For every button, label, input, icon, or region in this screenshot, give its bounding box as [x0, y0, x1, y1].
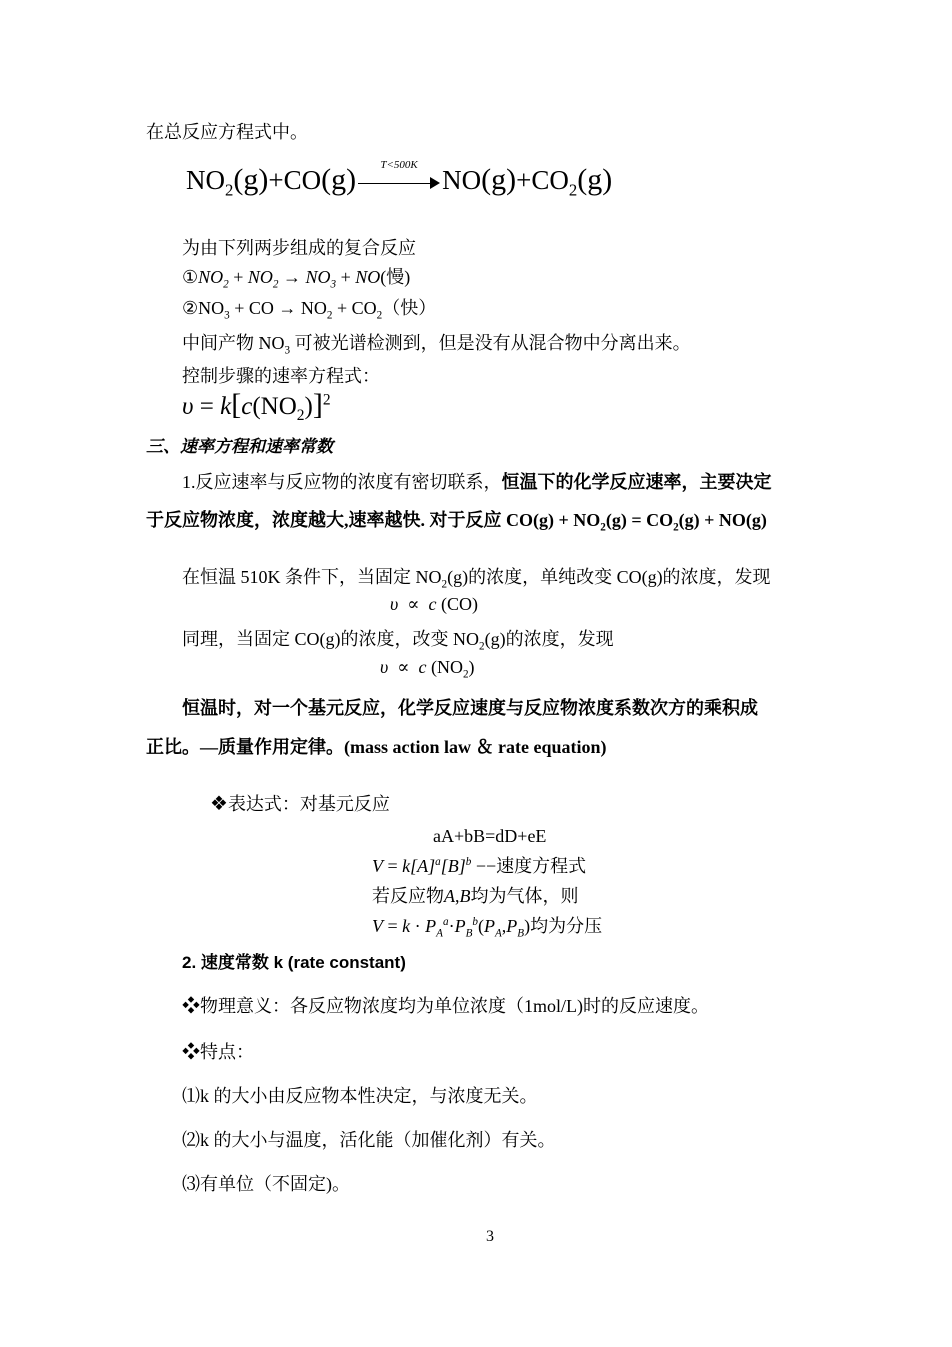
paragraph-1-line-2: 于反应物浓度，浓度越大,速率越快. 对于反应 $CO(g) + NO_2(g) = CO_2(g) + NO(g)$ [146, 510, 767, 534]
feature-2: ⑵k 的大小与温度，活化能（加催化剂）有关。 [182, 1130, 556, 1150]
gas-condition: 若反应物A,B均为气体，则 [372, 886, 579, 906]
rate-equation: $\upsilon = k[c(NO_2)]^2$ [182, 388, 331, 424]
paragraph-3: 同理，当固定 CO(g)的浓度，改变 $NO_2(g)$的浓度，发现 [182, 629, 614, 653]
paragraph-1-line-1: 1.反应速率与反应物的浓度有密切联系，恒温下的化学反应速率，主要决定 [182, 472, 772, 492]
law-line-1: 恒温时，对一个基元反应，化学反应速度与反应物浓度系数次方的乘积成 [182, 698, 758, 718]
step-1-equation: $①NO_2 + NO_2 \to NO_3 + NO$(慢) [182, 267, 411, 291]
step-2-equation: $②NO_3$ + CO → $NO_2 + CO_2$（快） [182, 298, 437, 322]
rate-law-expression: $V = k[A]^a[B]^b$ −−速度方程式 [372, 856, 587, 876]
pressure-rate-law: $V = k \cdot P_A^a\cdot P_B^b(P_A,P_B)$均为分压 [372, 916, 603, 940]
physical-meaning: ❖物理意义：各反应物浓度均为单位浓度（1mol/L)时的反应速度。 [182, 996, 709, 1016]
page-number: 3 [486, 1228, 494, 1245]
proportional-co: υ ∝ c (CO) [390, 594, 478, 614]
feature-1: ⑴k 的大小由反应物本性决定，与浓度无关。 [182, 1086, 538, 1106]
reaction-arrow [358, 158, 440, 193]
expression-title: ❖表达式：对基元反应 [210, 793, 390, 815]
law-line-2: 正比。—质量作用定律。(mass action law ＆ rate equation) [146, 737, 607, 757]
proportional-no2: υ ∝ c $(NO_2)$ [380, 657, 475, 681]
rate-constant-heading: 2. 速度常数 k (rate constant) [182, 953, 406, 972]
reaction-condition: T<500K [380, 158, 418, 171]
composite-text: 为由下列两步组成的复合反应 [182, 238, 416, 258]
feature-3: ⑶有单位（不固定)。 [182, 1174, 350, 1194]
paragraph-2: 在恒温 510K 条件下，当固定 $NO_2(g)$的浓度，单纯改变 CO(g)的浓度，发现 [182, 567, 771, 591]
intermediate-text: 中间产物 $NO_3$ 可被光谱检测到，但是没有从混合物中分离出来。 [182, 333, 691, 357]
control-step-text: 控制步骤的速率方程式： [182, 366, 380, 386]
diamond-bullet-icon: ❖ [210, 793, 228, 815]
intro-text: 在总反应方程式中。 [146, 122, 308, 142]
elementary-reaction: aA+bB=dD+eE [433, 826, 547, 846]
overall-equation: $NO_2(g)+CO(g)$ T<500K $NO(g)+CO_2(g)$ [186, 158, 613, 200]
features-heading: ❖特点： [182, 1042, 254, 1062]
section-3-heading: 三、速率方程和速率常数 [146, 437, 333, 456]
